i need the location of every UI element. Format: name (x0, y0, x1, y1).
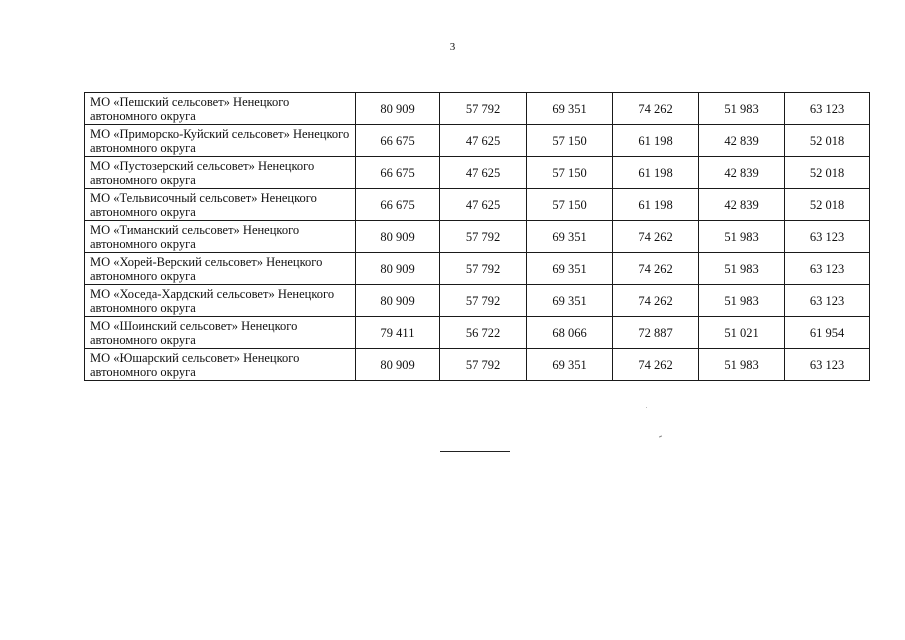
value-cell: 56 722 (440, 317, 527, 349)
value-cell: 57 150 (527, 157, 613, 189)
value-cell: 57 792 (440, 349, 527, 381)
value-cell: 79 411 (356, 317, 440, 349)
closing-rule (440, 451, 510, 452)
municipality-name-cell: МО «Хорей-Верский сельсовет» Ненецкого автономного округа (85, 253, 356, 285)
table-row (85, 157, 870, 189)
municipality-name-cell: МО «Тельвисочный сельсовет» Ненецкого автономного округа (85, 189, 356, 221)
table-row (85, 285, 870, 317)
value-cell: 74 262 (613, 221, 699, 253)
scan-speck (646, 407, 647, 408)
value-cell: 47 625 (440, 125, 527, 157)
value-cell: 80 909 (356, 285, 440, 317)
value-cell: 47 625 (440, 189, 527, 221)
table-row (85, 253, 870, 285)
municipality-name-cell: МО «Хоседа-Хардский сельсовет» Ненецкого автономного округа (85, 285, 356, 317)
value-cell: 61 198 (613, 189, 699, 221)
value-cell: 51 983 (699, 285, 785, 317)
value-cell: 51 983 (699, 221, 785, 253)
value-cell: 51 021 (699, 317, 785, 349)
value-cell: 63 123 (785, 285, 870, 317)
municipality-name-cell: МО «Пешский сельсовет» Ненецкого автономного округа (85, 93, 356, 125)
value-cell: 74 262 (613, 285, 699, 317)
page-number: 3 (449, 41, 456, 53)
value-cell: 69 351 (527, 285, 613, 317)
value-cell: 63 123 (785, 221, 870, 253)
table-row (85, 93, 870, 125)
municipality-table (84, 92, 870, 381)
municipality-name-cell: МО «Тиманский сельсовет» Ненецкого автономного округа (85, 221, 356, 253)
value-cell: 57 792 (440, 93, 527, 125)
value-cell: 57 150 (527, 125, 613, 157)
value-cell: 51 983 (699, 349, 785, 381)
value-cell: 57 150 (527, 189, 613, 221)
value-cell: 42 839 (699, 125, 785, 157)
value-cell: 61 198 (613, 125, 699, 157)
table-row (85, 317, 870, 349)
value-cell: 63 123 (785, 253, 870, 285)
municipality-name-cell: МО «Шоинский сельсовет» Ненецкого автономного округа (85, 317, 356, 349)
value-cell: 80 909 (356, 221, 440, 253)
value-cell: 51 983 (699, 253, 785, 285)
value-cell: 69 351 (527, 253, 613, 285)
value-cell: 66 675 (356, 125, 440, 157)
value-cell: 63 123 (785, 349, 870, 381)
value-cell: 52 018 (785, 125, 870, 157)
value-cell: 74 262 (613, 349, 699, 381)
municipality-name-cell: МО «Пустозерский сельсовет» Ненецкого автономного округа (85, 157, 356, 189)
table-row (85, 125, 870, 157)
value-cell: 72 887 (613, 317, 699, 349)
value-cell: 51 983 (699, 93, 785, 125)
value-cell: 47 625 (440, 157, 527, 189)
value-cell: 66 675 (356, 189, 440, 221)
table-row (85, 349, 870, 381)
value-cell: 66 675 (356, 157, 440, 189)
value-cell: 61 198 (613, 157, 699, 189)
table-row (85, 221, 870, 253)
value-cell: 69 351 (527, 349, 613, 381)
value-cell: 80 909 (356, 93, 440, 125)
value-cell: 74 262 (613, 93, 699, 125)
table-body (85, 93, 870, 381)
value-cell: 80 909 (356, 349, 440, 381)
value-cell: 69 351 (527, 221, 613, 253)
value-cell: 63 123 (785, 93, 870, 125)
value-cell: 42 839 (699, 189, 785, 221)
value-cell: 69 351 (527, 93, 613, 125)
municipality-name-cell: МО «Приморско-Куйский сельсовет» Ненецкого автономного округа (85, 125, 356, 157)
value-cell: 68 066 (527, 317, 613, 349)
value-cell: 57 792 (440, 221, 527, 253)
municipality-name-cell: МО «Юшарский сельсовет» Ненецкого автономного округа (85, 349, 356, 381)
value-cell: 52 018 (785, 189, 870, 221)
value-cell: 42 839 (699, 157, 785, 189)
table-row (85, 189, 870, 221)
value-cell: 80 909 (356, 253, 440, 285)
scan-speck (659, 435, 662, 437)
value-cell: 57 792 (440, 285, 527, 317)
value-cell: 74 262 (613, 253, 699, 285)
value-cell: 52 018 (785, 157, 870, 189)
value-cell: 57 792 (440, 253, 527, 285)
value-cell: 61 954 (785, 317, 870, 349)
